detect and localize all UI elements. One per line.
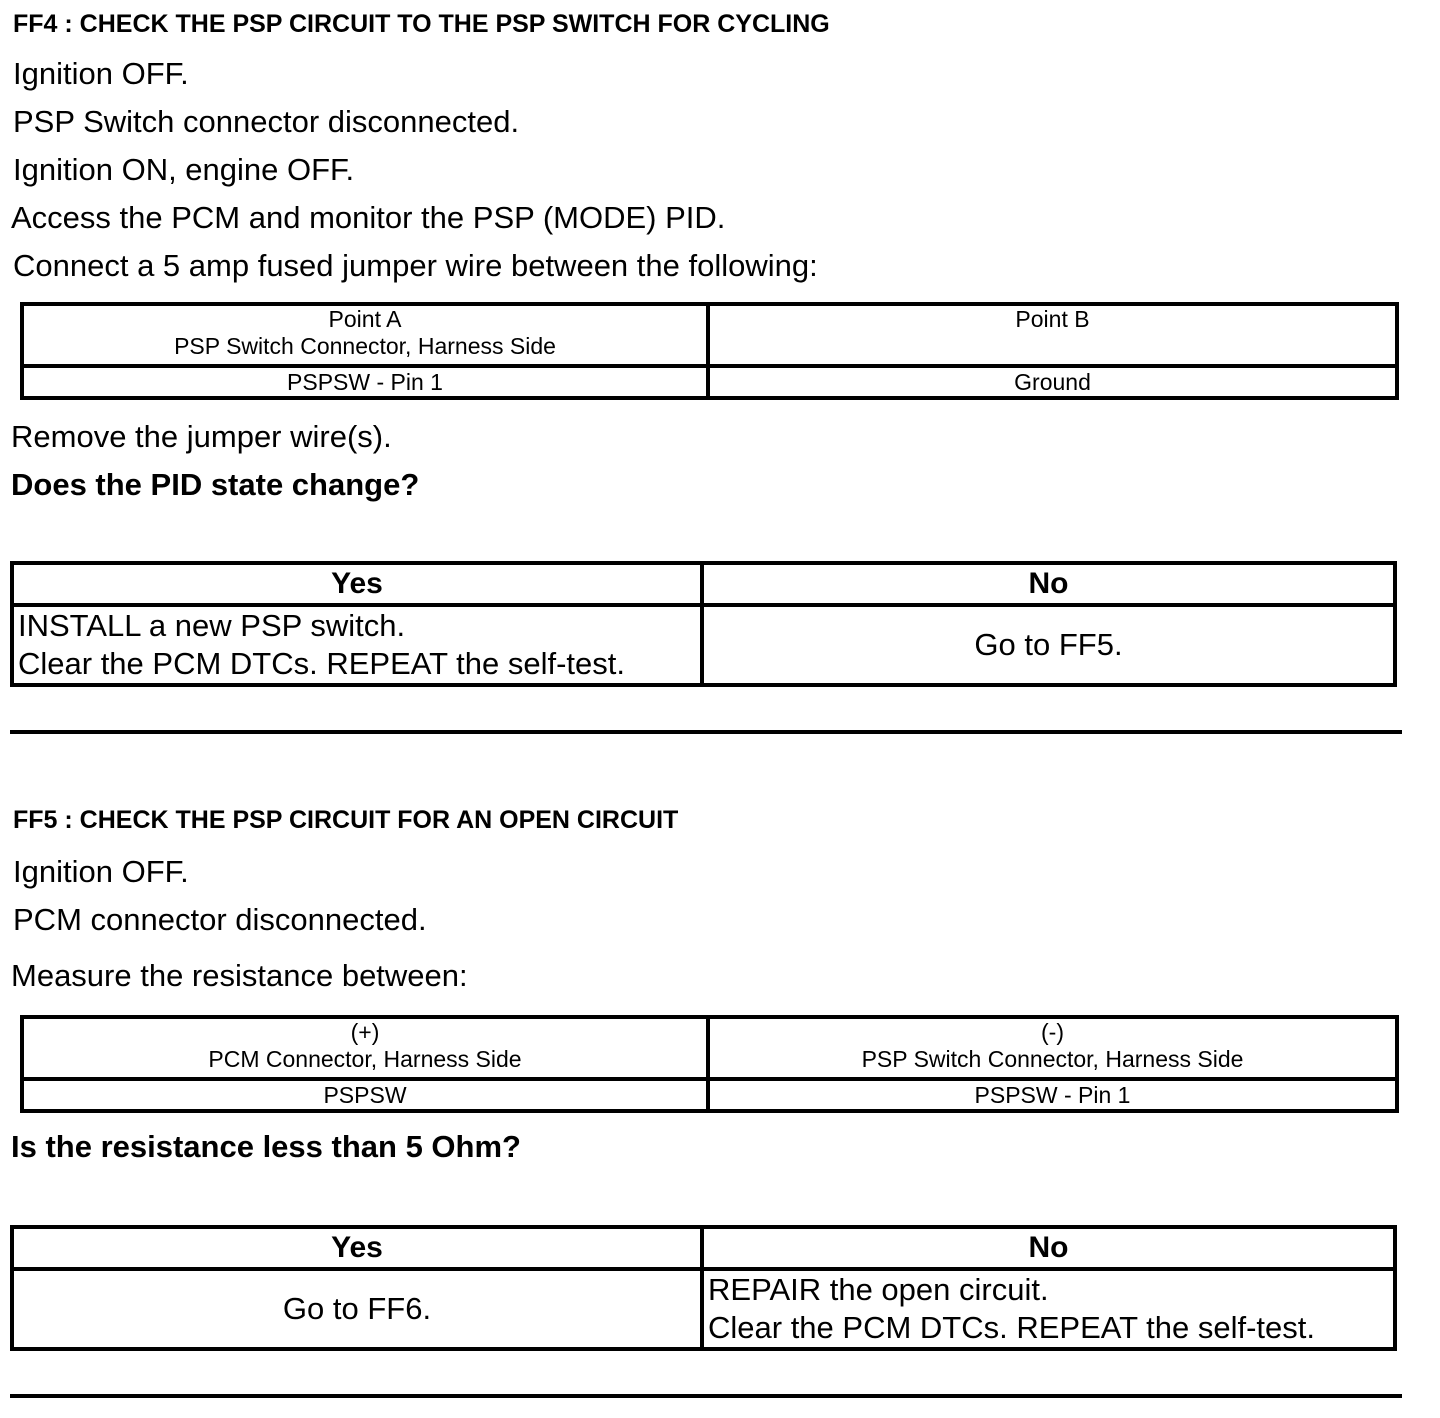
ff5-measurement-header-row	[22, 1017, 1397, 1079]
ff5-yes-cell: Go to FF6.	[12, 1269, 702, 1349]
ff5-no-header: No	[702, 1227, 1395, 1269]
ff5-step-1: Ignition OFF.	[13, 854, 189, 889]
ff5-negative-subtitle: PSP Switch Connector, Harness Side	[861, 1046, 1244, 1072]
ff4-yes-cell	[12, 605, 702, 685]
ff5-step-2: PCM connector disconnected.	[13, 902, 427, 937]
ff5-measurement-table	[20, 1015, 1399, 1113]
ff4-yes-header: Yes	[12, 563, 702, 605]
ff4-no-cell: Go to FF5.	[702, 605, 1395, 685]
ff5-positive-title: (+)	[350, 1019, 380, 1045]
ff4-point-b-value: Ground	[708, 366, 1397, 398]
ff5-measurement-value-row	[22, 1079, 1397, 1111]
ff4-connection-table	[20, 302, 1399, 400]
ff5-result-table	[10, 1225, 1397, 1351]
ff4-yes-line-1: INSTALL a new PSP switch.	[18, 608, 406, 643]
ff5-yes-header: Yes	[12, 1227, 702, 1269]
section-divider-2	[10, 1394, 1402, 1398]
ff4-step-3: Ignition ON, engine OFF.	[13, 152, 355, 187]
ff4-heading: FF4 : CHECK THE PSP CIRCUIT TO THE PSP SWITCH FOR CYCLING	[13, 10, 830, 38]
ff4-after-step: Remove the jumper wire(s).	[11, 419, 392, 454]
ff4-step-4: Access the PCM and monitor the PSP (MODE) PID.	[11, 200, 726, 235]
ff5-positive-header	[22, 1017, 708, 1079]
ff4-connection-header-row	[22, 304, 1397, 366]
ff4-step-5: Connect a 5 amp fused jumper wire between the following:	[13, 248, 818, 283]
ff4-point-a-title: Point A	[328, 306, 402, 332]
ff4-point-a-value: PSPSW - Pin 1	[22, 366, 708, 398]
ff5-positive-subtitle: PCM Connector, Harness Side	[208, 1046, 522, 1072]
ff5-no-cell	[702, 1269, 1395, 1349]
ff5-positive-value: PSPSW	[22, 1079, 708, 1111]
ff4-point-b-header	[708, 304, 1397, 366]
ff4-no-header: No	[702, 563, 1395, 605]
ff5-step-3: Measure the resistance between:	[11, 958, 468, 993]
ff5-no-line-2: Clear the PCM DTCs. REPEAT the self-test.	[708, 1310, 1315, 1345]
ff4-connection-value-row	[22, 366, 1397, 398]
ff5-question: Is the resistance less than 5 Ohm?	[11, 1129, 521, 1164]
section-divider-1	[10, 730, 1402, 734]
ff4-point-a-header	[22, 304, 708, 366]
ff4-point-b-title: Point B	[1015, 306, 1090, 332]
ff4-step-2: PSP Switch connector disconnected.	[13, 104, 520, 139]
ff5-negative-header	[708, 1017, 1397, 1079]
ff4-yes-line-2: Clear the PCM DTCs. REPEAT the self-test.	[18, 646, 625, 681]
ff4-question: Does the PID state change?	[11, 467, 420, 502]
ff4-point-a-subtitle: PSP Switch Connector, Harness Side	[174, 333, 556, 359]
ff5-negative-title: (-)	[1041, 1019, 1064, 1045]
ff4-result-table	[10, 561, 1397, 687]
ff5-heading: FF5 : CHECK THE PSP CIRCUIT FOR AN OPEN CIRCUIT	[13, 806, 679, 834]
ff5-negative-value: PSPSW - Pin 1	[708, 1079, 1397, 1111]
ff4-step-1: Ignition OFF.	[13, 56, 189, 91]
ff5-no-line-1: REPAIR the open circuit.	[708, 1272, 1049, 1307]
